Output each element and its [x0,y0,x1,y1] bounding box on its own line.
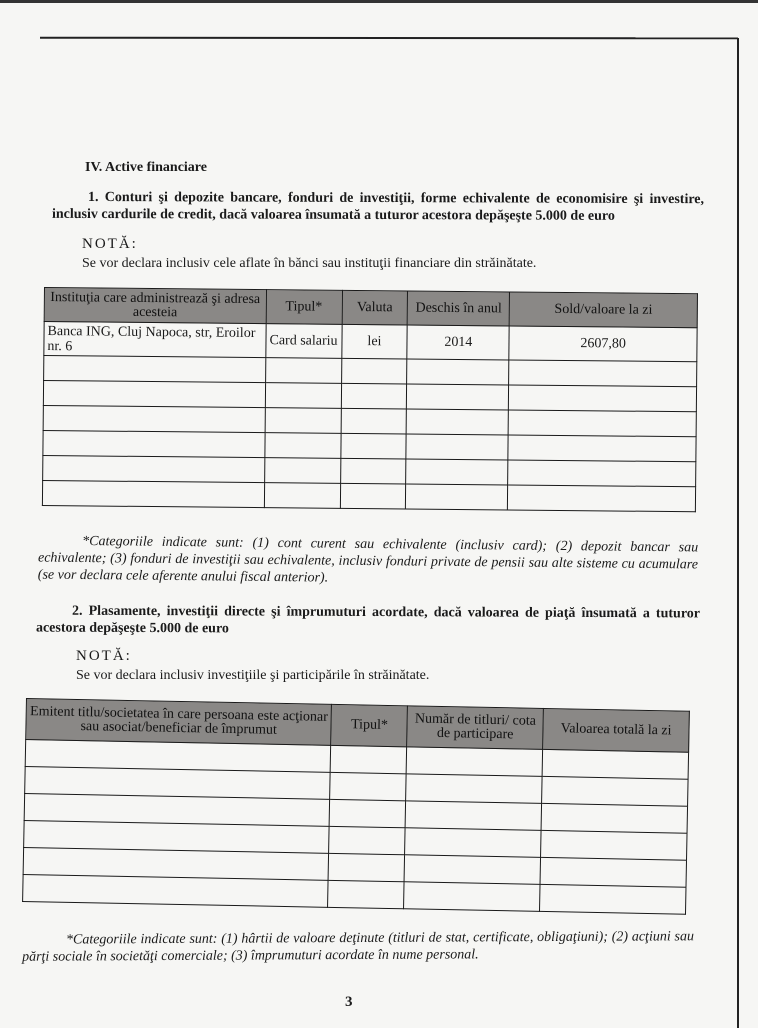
cell [330,799,406,827]
col-header-type: Tipul* [266,290,342,325]
cell [264,483,340,509]
part2-heading-text: 2. Plasamente, investiţii directe şi împrumuturi acordate, dacă valoarea de piaţă însumată a tuturor acestora depăşeşte 5.000 de euro [35,603,701,637]
cell [508,410,696,437]
cell-type: Card salariu [265,324,341,359]
col-header-currency: Valuta [342,290,408,325]
part1-footnote [38,533,698,591]
cell [23,874,329,907]
cell [43,405,265,432]
cell [328,880,404,908]
cell [404,855,540,885]
col-header-opened-year: Deschis în anul [408,291,510,326]
cell [329,853,405,881]
investments-table [22,698,690,915]
cell [541,803,687,833]
col-header-issuer: Emitent titlu/societatea în care persoana este acţionar sau asociat/beneficiar de împrumut [26,699,332,746]
cell [407,359,509,385]
cell [406,459,508,485]
cell [407,747,543,777]
col-header-total-value: Valoarea totală la zi [543,708,690,752]
cell [43,381,265,408]
cell [540,857,686,887]
cell [331,745,407,773]
table-row [42,480,695,511]
col-header-institution: Instituţia care administrează şi adresa acesteia [44,288,266,324]
cell [540,884,686,914]
cell [542,749,688,779]
part1-footnote-text: *Categoriile indicate sunt: (1) cont curent sau echivalente (inclusiv card); (2) depozit bancar sau echivalente; (3) fonduri de investiţii sau echivalente, inclusiv fonduri private de pensii sau alte sisteme cu acumulare (se vor declara cele aferente anului fiscal anterior). [37,534,699,586]
part1-nota-text: Se vor declara inclusiv cele aflate în bănci sau instituţii financiare din străinătate. [82,256,537,271]
col-header-shares-count: Număr de titluri/ cota de participare [407,706,544,750]
cell-currency: lei [341,324,407,359]
cell [340,483,406,509]
cell [265,383,341,409]
part1-heading [52,189,704,225]
cell-opened-year: 2014 [407,325,509,360]
cell [407,409,509,435]
cell-balance: 2607,80 [509,326,697,362]
part2-nota-text: Se vor declara inclusiv investiţiile şi participările în străinătate. [76,668,430,683]
cell [406,434,508,460]
cell [265,358,341,384]
cell [341,358,407,384]
col-header-balance: Sold/valoare la zi [509,292,697,328]
part2-footnote [22,928,694,966]
cell [405,828,541,858]
cell [43,455,265,482]
cell [264,458,340,484]
cell [341,383,407,409]
cell [404,882,540,912]
col-header-type: Tipul* [331,704,408,746]
part2-nota-label: NOTĂ: [76,648,132,664]
cell [508,485,696,512]
cell [340,433,406,459]
cell-institution: Banca ING, Cluj Napoca, str, Eroilor nr. 6 [44,322,266,358]
cell [43,430,265,457]
cell [407,384,509,410]
part2-footnote-text: *Categoriile indicate sunt: (1) hârtii de valoare deţinute (titluri de stat, certificate, obligaţiuni); (2) acţiuni sau părţi sociale în societăţi comerciale; (3) împrumuturi acordate în nume personal. [22,929,694,965]
page-border-top [40,37,738,40]
part2-heading [36,603,700,640]
cell [406,484,508,510]
cell [341,408,407,434]
cell [330,772,406,800]
cell [329,826,405,854]
cell [42,480,264,507]
part1-heading-text: 1. Conturi şi depozite bancare, fonduri de investiţii, forme echivalente de economisire şi investire, inclusiv cardurile de credit, dacă valoarea însumată a tuturor acestora depăşeşte 5.000 de euro [51,189,705,224]
cell [542,776,688,806]
cell [541,830,687,860]
cell [44,356,266,383]
cell [508,460,696,487]
section-title: IV. Active financiare [85,160,207,175]
cell [508,435,696,462]
cell [509,385,697,412]
cell [405,801,541,831]
part1-nota-label: NOTĂ: [82,236,138,252]
cell [265,408,341,434]
cell [340,458,406,484]
page-number: 3 [345,994,353,1010]
cell [509,360,697,387]
page-border-right [737,38,739,1028]
bank-accounts-table [42,287,698,512]
cell [406,774,542,804]
cell [264,433,340,459]
